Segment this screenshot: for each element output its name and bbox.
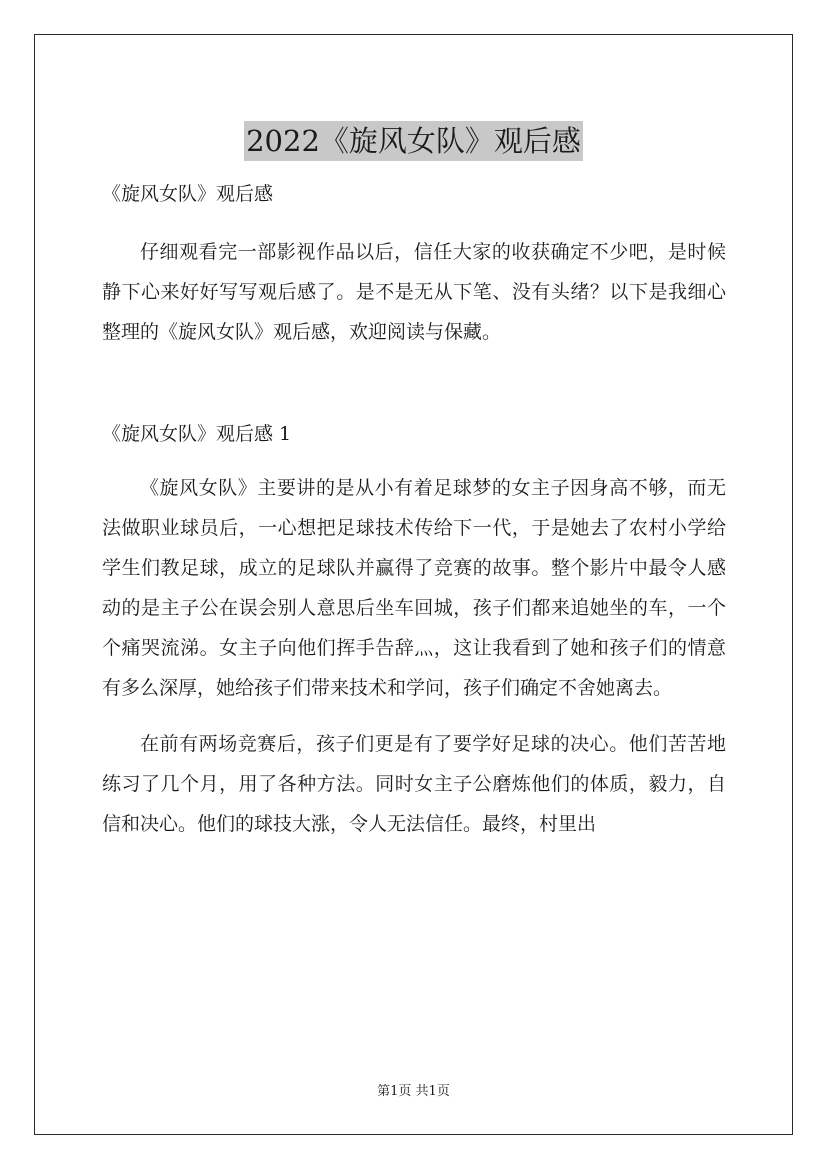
intro-paragraph: 仔细观看完一部影视作品以后，信任大家的收获确定不少吧，是时候静下心来好好写写观后感了。是不是无从下笔、没有头绪？以下是我细心整理的《旋风女队》观后感，欢迎阅读与保藏。 [102,241,726,343]
page-footer: 第1页 共1页 [377,1084,450,1099]
title-container [0,102,827,181]
section-heading: 《旋风女队》观后感 1 [102,423,292,445]
document-title: 2022《旋风女队》观后感 [244,121,583,161]
document-body [102,174,726,844]
spacer [102,352,726,414]
spacer [102,214,726,232]
spacer [102,454,726,468]
intro-heading: 《旋风女队》观后感 [102,183,274,205]
body-paragraph-1: 《旋风女队》主要讲的是从小有着足球梦的女主子因身高不够，而无法做职业球员后，一心想把足球技术传给下一代，于是她去了农村小学给学生们教足球，成立的足球队并赢得了竞赛的故事。整个影片中最令人感动的是主子公在误会别人意思后坐车回城，孩子们都来追她坐的车，一个个痛哭流涕。女主子向他们挥手告辞灬，这让我看到了她和孩子们的情意有多么深厚，她给孩子们带来技术和学问，孩子们确定不舍她离去。 [102,477,726,699]
spacer [102,708,726,724]
body-paragraph-2: 在前有两场竞赛后，孩子们更是有了要学好足球的决心。他们苦苦地练习了几个月，用了各种方法。同时女主子公磨炼他们的体质，毅力，自信和决心。他们的球技大涨，令人无法信任。最终，村里出 [102,733,726,835]
